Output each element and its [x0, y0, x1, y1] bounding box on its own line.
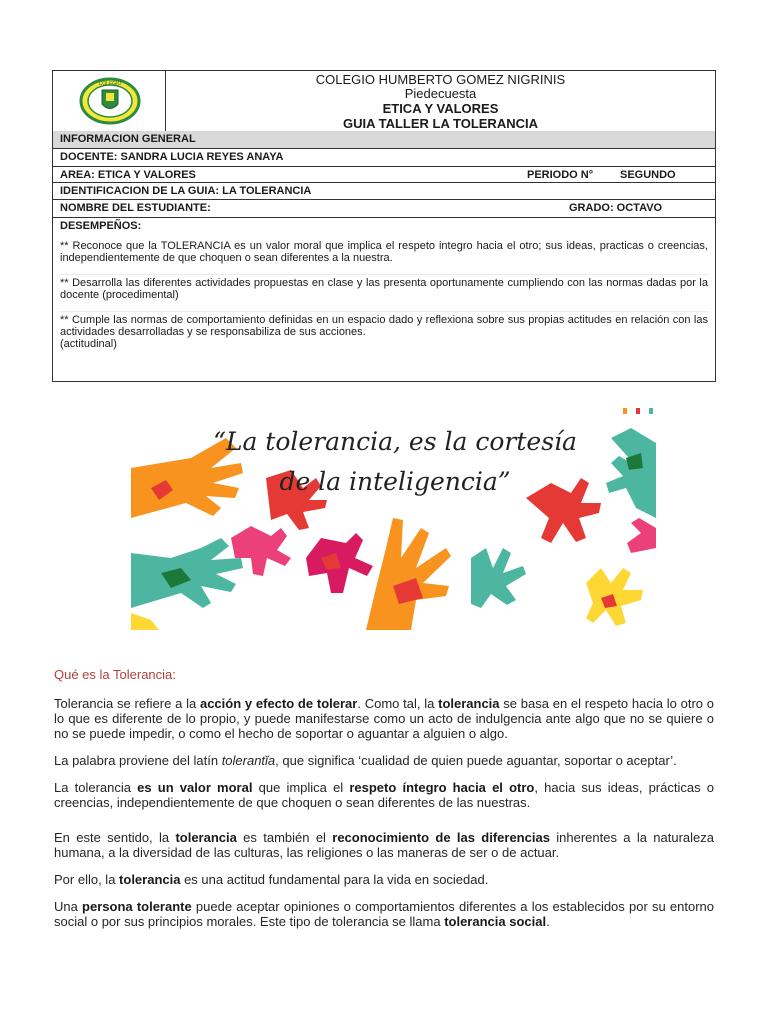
body-text: [54, 667, 714, 941]
desempeno-1: ** Reconoce que la TOLERANCIA es un valor moral que implica el respeto integro hacia el otro; sus ideas, practicas o creencias, independientemente de que choquen o sean diferentes a la nuestra.: [60, 240, 708, 264]
paragraph-6: [54, 899, 714, 929]
desempeno-2: ** Desarrolla las diferentes actividades propuestas en clase y las presenta oportunamente cumpliendo con las normas dadas por la docente (procedimental): [60, 274, 708, 301]
header-table: [52, 70, 716, 382]
guide-id-row: [53, 183, 715, 200]
bold-run: es un valor moral: [137, 780, 253, 795]
student-label: NOMBRE DEL ESTUDIANTE:: [60, 202, 211, 214]
paragraph-2: [54, 753, 714, 768]
desempenos-section: [60, 220, 708, 360]
text-run: se basa en el respeto hacia lo otro o lo que es diferente de lo propio, y puede manifestarse como un acto de indulgencia ante algo que no se quiere o no se puede impedir, o como el hecho de soportar o aguantar a alguien o algo.: [54, 696, 715, 741]
paragraph-5: [54, 872, 714, 887]
area-label: AREA: ETICA Y VALORES: [60, 169, 196, 181]
teacher-row: [53, 149, 715, 167]
paragraph-3: [54, 780, 714, 810]
bold-run: acción y efecto de tolerar: [199, 696, 358, 711]
desempeno-3: ** Cumple las normas de comportamiento definidas en un espacio dado y reflexiona sobre sus propias actitudes en relación con las actividades desarrolladas y se responsabiliza de sus acciones.: [60, 311, 708, 338]
svg-text:COLEGIO: COLEGIO: [98, 81, 122, 87]
info-general-row: [53, 131, 715, 149]
quote-line-1: “La tolerancia, es la cortesía: [213, 427, 577, 456]
desempeno-3-tag: (actitudinal): [60, 338, 117, 350]
school-name: COLEGIO HUMBERTO GOMEZ NIGRINIS: [315, 72, 566, 87]
text-run: , que significa ‘cualidad de quien puede aguantar, soportar o aceptar’.: [275, 753, 677, 768]
text-run: La palabra proviene del latín: [54, 753, 222, 768]
text-run: que implica el: [252, 780, 350, 795]
bold-run: persona tolerante: [82, 899, 192, 914]
school-logo-icon: [53, 71, 165, 131]
teacher-label: DOCENTE: SANDRA LUCIA REYES ANAYA: [60, 151, 284, 163]
grade-label: GRADO: OCTAVO: [569, 202, 663, 214]
bold-run: respeto íntegro hacia el otro: [349, 780, 535, 795]
text-run: Por ello, la: [54, 872, 120, 887]
student-row: [53, 200, 715, 218]
text-run: Tolerancia se refiere a la: [54, 696, 200, 711]
bold-run: tolerancia: [175, 830, 237, 845]
desempenos-title: DESEMPEÑOS:: [60, 220, 142, 232]
paragraph-1: [54, 696, 714, 741]
info-general-label: INFORMACION GENERAL: [60, 133, 196, 145]
guide-title: GUIA TALLER LA TOLERANCIA: [343, 116, 538, 131]
text-run: puede aceptar opiniones o comportamientos diferentes a los establecidos por su entorno social o por sus principios morales. Este tipo de tolerancia se llama: [54, 899, 714, 929]
text-run: inherentes a la naturaleza humana, a la diversidad de las culturas, las religiones o las maneras de ser o de actuar.: [54, 830, 715, 860]
subject-title: ETICA Y VALORES: [382, 101, 499, 116]
text-run: La tolerancia: [54, 780, 138, 795]
bold-run: tolerancia: [438, 696, 500, 711]
logo-cell: [53, 71, 166, 131]
text-run: es una actitud fundamental para la vida en sociedad.: [180, 872, 489, 887]
italic-run: tolerantĭa: [221, 753, 276, 768]
section-heading: Qué es la Tolerancia:: [54, 667, 176, 682]
header-top: [53, 71, 715, 132]
city-name: Piedecuesta: [404, 86, 477, 101]
paragraph-4: [54, 830, 714, 860]
tolerance-quote: [175, 422, 615, 502]
text-run: .: [546, 914, 550, 929]
text-run: , hacia sus ideas, prácticas o creencias, independientemente de que choquen o sean diferentes de las nuestras.: [54, 780, 714, 810]
quote-line-2: de la inteligencia”: [279, 467, 511, 496]
bold-run: tolerancia social: [444, 914, 547, 929]
text-run: es también el: [236, 830, 333, 845]
tolerance-illustration: [131, 408, 656, 630]
period-label: PERIODO N°: [527, 169, 594, 181]
text-run: . Como tal, la: [357, 696, 439, 711]
area-row: [53, 167, 715, 183]
bold-run: tolerancia: [119, 872, 181, 887]
text-run: Una: [54, 899, 83, 914]
bold-run: reconocimiento de las diferencias: [332, 830, 550, 845]
period-value: SEGUNDO: [620, 169, 676, 181]
text-run: En este sentido, la: [54, 830, 176, 845]
guide-id-label: IDENTIFICACION DE LA GUIA: LA TOLERANCIA: [60, 185, 312, 197]
title-cell: [166, 71, 715, 131]
